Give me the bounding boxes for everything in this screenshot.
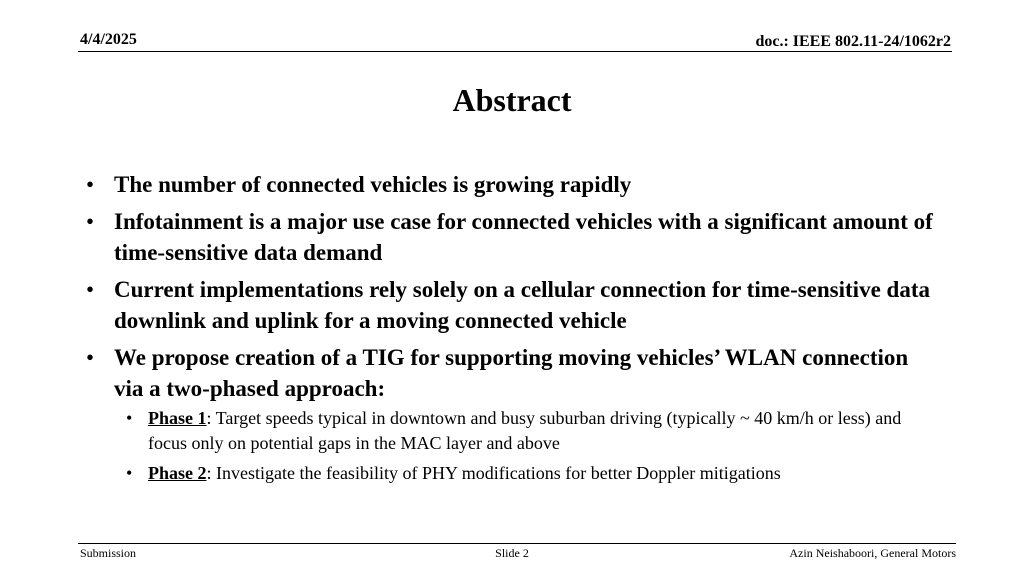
bullet-dot: • bbox=[86, 172, 95, 197]
sub-bullet-dot: • bbox=[126, 408, 133, 428]
sub-bullet-text: : Target speeds typical in downtown and busy suburban driving (typically ~ 40 km/h or less) and focus only on potential gaps in the MAC layer and above bbox=[148, 408, 902, 453]
footer-submission: Submission bbox=[80, 546, 137, 560]
sub-bullet-list bbox=[114, 406, 940, 486]
sub-bullet-dot: • bbox=[126, 463, 133, 483]
footer-divider bbox=[78, 543, 956, 544]
bullet-text: The number of connected vehicles is growing rapidly bbox=[114, 172, 632, 197]
bullet-text: Current implementations rely solely on a cellular connection for time-sensitive data downlink and uplink for a moving connected vehicle bbox=[114, 277, 930, 333]
bullet-dot: • bbox=[86, 345, 95, 370]
footer-author: Azin Neishaboori, General Motors bbox=[789, 546, 956, 560]
header-date: 4/4/2025 bbox=[80, 31, 137, 48]
bullet-list bbox=[80, 169, 940, 492]
bullet-item bbox=[80, 206, 940, 268]
sub-bullet-item bbox=[114, 406, 940, 456]
phase-label: Phase 1 bbox=[148, 408, 207, 428]
bullet-item bbox=[80, 274, 940, 336]
phase-label: Phase 2 bbox=[148, 463, 207, 483]
sub-bullet-text: : Investigate the feasibility of PHY modifications for better Doppler mitigations bbox=[206, 463, 781, 483]
footer-slide-number: Slide 2 bbox=[495, 546, 529, 560]
bullet-item bbox=[80, 342, 940, 486]
bullet-item bbox=[80, 169, 940, 200]
header-doc-id: doc.: IEEE 802.11-24/1062r2 bbox=[755, 33, 951, 50]
header-divider bbox=[78, 51, 952, 52]
sub-bullet-item bbox=[114, 461, 940, 486]
bullet-text: Infotainment is a major use case for connected vehicles with a significant amount of time-sensitive data demand bbox=[114, 209, 933, 265]
bullet-text: We propose creation of a TIG for supporting moving vehicles’ WLAN connection via a two-phased approach: bbox=[114, 345, 909, 401]
slide-title: Abstract bbox=[452, 82, 572, 118]
bullet-dot: • bbox=[86, 277, 95, 302]
bullet-dot: • bbox=[86, 209, 95, 234]
